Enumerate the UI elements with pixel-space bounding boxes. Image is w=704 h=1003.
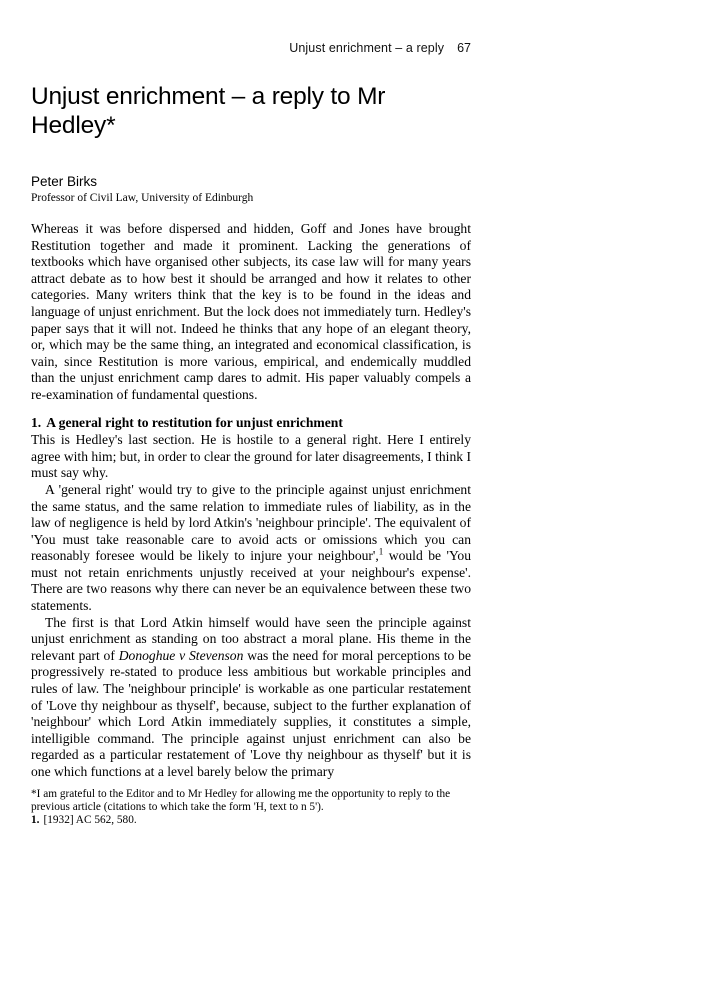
running-head [31,40,471,56]
paragraph-3 [31,482,471,615]
section-number: 1. [31,414,42,430]
footnote-reference-1[interactable]: 1 [378,546,384,557]
author-name: Peter Birks [31,174,98,189]
page-content [31,40,471,828]
paragraph-3-text-b: would be 'You must not retain enrichments unjustly received at your neighbour's expense'. There are two reasons why there can never be an equivalence between these two statements. [31,548,472,614]
page-title: Unjust enrichment – a reply to Mr Hedley* [31,83,386,139]
page-number: 67 [457,41,471,55]
paragraph-4-text-a: The first is that Lord Atkin himself would have seen the principle against unjust enrichment as standing on too abstract a moral plane. His theme in the relevant part of [31,614,471,663]
paragraph-4 [31,615,471,781]
footnotes-section [31,788,471,828]
paragraph-3-text-a: A 'general right' would try to give to the principle against unjust enrichment the same status, and the same relation to immediate rules of liability, as in the law of negligence is held by lord Atkin's 'neighbour principle'. The equivalent of 'You must take reasonable care to avoid acts or omissions which you can reasonably foresee would be likely to injure your neighbour', [31,481,471,564]
paragraph-1: Whereas it was before dispersed and hidden, Goff and Jones have brought Restitution together and made it prominent. Lacking the generations of textbooks which have organised other subjects, its case law will for many years attract debate as to how best it should be arranged and how it relates to other categories. Many writers think that the key is to be found in the ideas and language of unjust enrichment. But the lock does not immediately turn. Hedley's paper says that it will not. Indeed he thinks that any hope of an elegant theory, or, which may be the same thing, an integrated and economical classification, is vain, since Restitution is more various, empirical, and endemically muddled than the unjust enrichment camp dares to admit. His paper valuably compels a re-examination of fundamental questions. [31,221,471,402]
footnote-star-text: I am grateful to the Editor and to Mr Hedley for allowing me the opportunity to reply to the previous article (citations to which take the form 'H, text to n 5'). [31,787,451,813]
footnote-1-text: [1932] AC 562, 580. [43,814,137,827]
footnote-1-number: 1. [31,814,40,827]
author-affiliation: Professor of Civil Law, University of Edinburgh [31,192,254,204]
article-body [31,221,471,781]
footnote-1 [31,814,471,827]
footnote-star-marker: * [31,787,37,800]
section-heading-1 [31,415,471,432]
paragraph-2: This is Hedley's last section. He is hostile to a general right. Here I entirely agree with him; but, in order to clear the ground for later disagreements, I think I must say why. [31,432,471,481]
running-head-title: Unjust enrichment – a reply [289,41,445,55]
paragraph-4-text-b: was the need for moral perceptions to be progressively re-stated to produce less ambitious but workable principles and rules of law. The 'neighbour principle' is workable as one particular restatement of 'Love thy neighbour as thyself', because, subject to the further explanation of 'neighbour' which Lord Atkin immediately supplies, it constitutes a simple, intelligible command. The principle against unjust enrichment can also be regarded as a particular restatement of 'Love thy neighbour as thyself' but it is one which functions at a level barely below the primary [31,647,471,779]
footnote-star [31,788,471,815]
section-title: A general right to restitution for unjust enrichment [46,414,343,430]
case-citation: Donoghue v Stevenson [118,647,244,663]
